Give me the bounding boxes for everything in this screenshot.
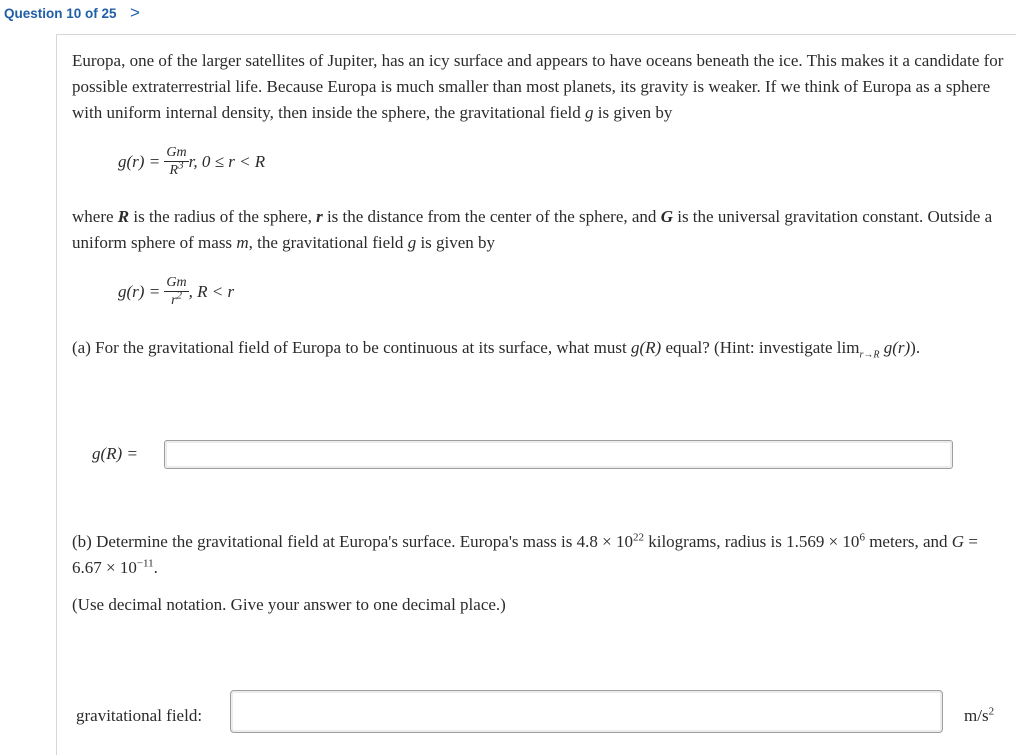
unit-label: $m/s^2$: [964, 705, 995, 725]
part-b-answer-label: gravitational field:: [76, 706, 203, 725]
intro-paragraph: Europa, one of the larger satellites of Jupiter, has an icy surface and appears to have oceans beneath the ice. This makes it a candidate for possible extraterrestrial life. Because Europa is much smaller than most planets, its gravity is weaker. If we think of Europa as a sphere with uniform internal density, then inside the sphere, the gravitational field g is given by: [72, 51, 1004, 122]
question-nav: [0, 0, 1016, 30]
part-b-instruction: (Use decimal notation. Give your answer to one decimal place.): [72, 595, 506, 614]
part-b-question: (b) Determine the gravitational field at Europa's surface. Europa's mass is $4.8 \times 10^{22}$ kilograms, radius is $1.569 \times 10^6$ meters, and $G = 6.67 \times 10^{-11}$.: [72, 531, 978, 577]
question-panel: [56, 34, 1016, 755]
equation-outside-field: g(r) = $\frac{Gm}{r^2}$ , R < r: [118, 275, 235, 308]
part-b-answer-input[interactable]: [230, 690, 943, 733]
fraction: $\frac{Gm}{R^3}$: [166, 145, 187, 178]
part-a-answer-label: g(R) =: [92, 444, 138, 463]
part-a-question: (a) For the gravitational field of Europa to be continuous at its surface, what must g(R) equal? (Hint: investigate $\lim_{r\to R} g(r)$).: [72, 338, 921, 361]
next-question-chevron-icon[interactable]: >: [130, 3, 140, 22]
part-a-answer-input[interactable]: [164, 440, 953, 469]
fraction: $\frac{Gm}{r^2}$: [166, 275, 187, 308]
equation-inside-field: g(r) = $\frac{Gm}{R^3}$ r, 0 ≤ r < R: [118, 145, 266, 178]
question-counter[interactable]: Question 10 of 25: [4, 6, 117, 21]
definitions-paragraph: where R is the radius of the sphere, r is the distance from the center of the sphere, and G is the universal gravitation constant. Outside a uniform sphere of mass m, the gravitational field g is given by: [72, 207, 993, 252]
